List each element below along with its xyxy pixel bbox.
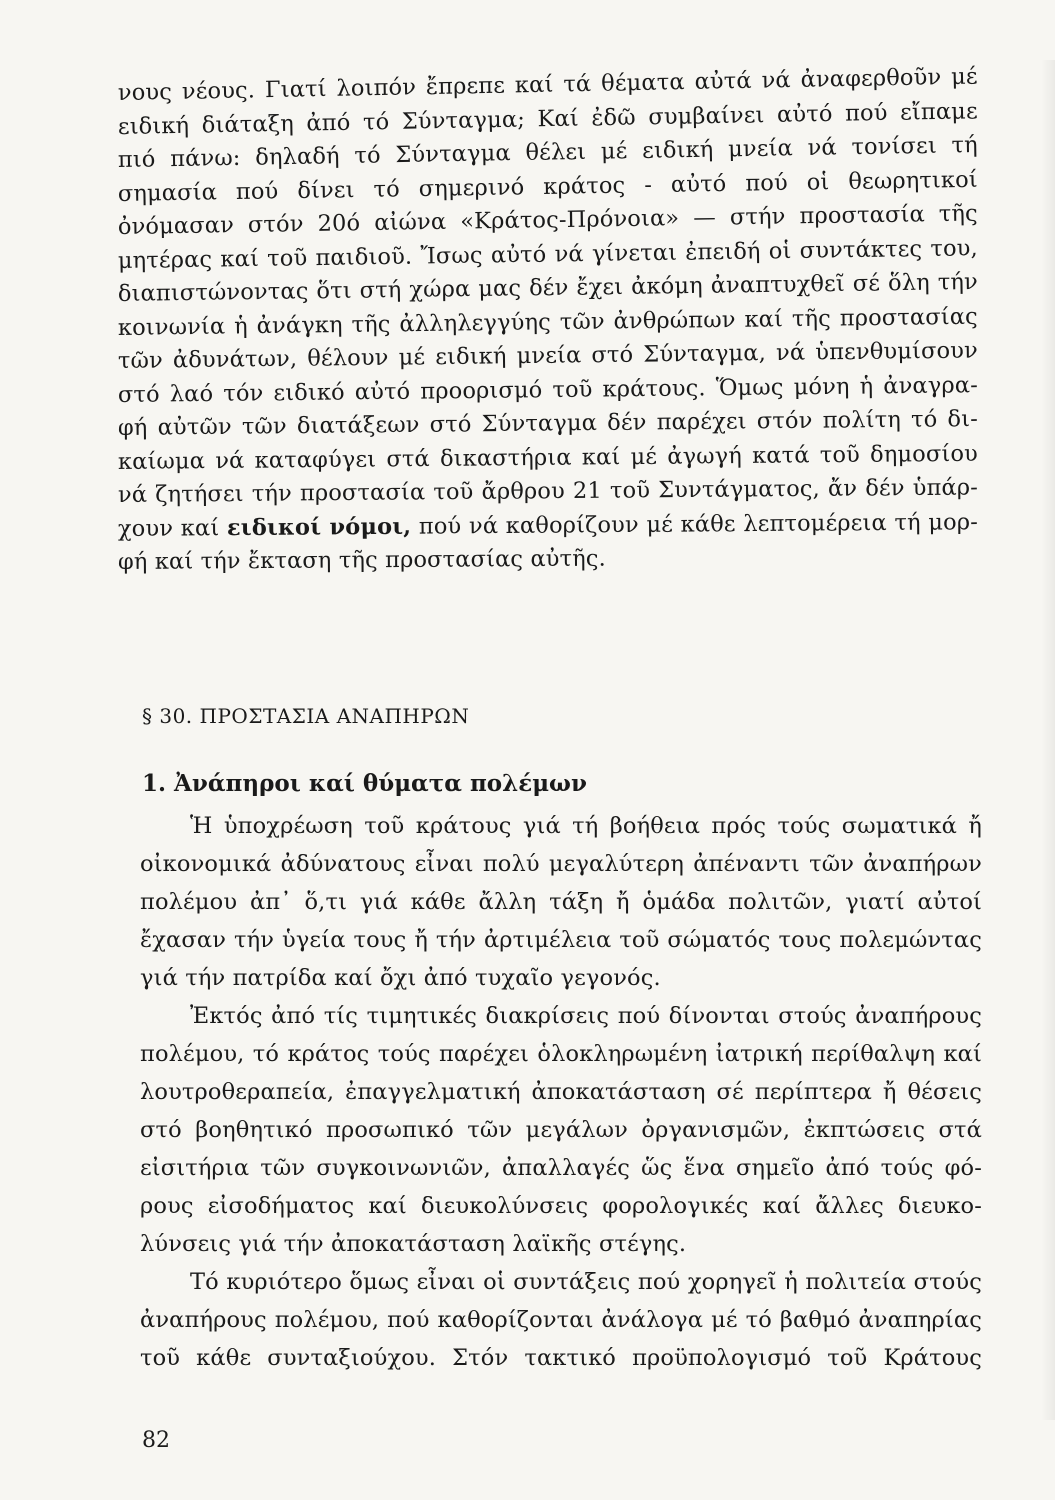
paragraph-first-line: Τό κυριότερο ὅμως εἶναι οἱ συντάξεις πού χορηγεῖ ἡ πολιτεία στούς [190, 1269, 982, 1295]
text-line: τοῦ κάθε συνταξιούχου. Στόν τακτικό προϋπολογισμό τοῦ Κράτους [140, 1345, 982, 1371]
text-line: οἰκονομικά ἀδύνατους εἶναι πολύ μεγαλύτερη ἀπέναντι τῶν ἀναπήρων [140, 851, 982, 877]
text-line: στό λαό τόν ειδικό αὐτό προορισμό τοῦ κράτους. Ὅμως μόνη ἡ ἀναγρα- [117, 371, 979, 408]
text-line: ἔχασαν τήν ὑγεία τους ἤ τήν ἀρτιμέλεια τοῦ σώματός τους πολεμώντας [140, 927, 982, 953]
text-line: λύνσεις γιά τήν ἀποκατάσταση λαϊκῆς στέγης. [140, 1231, 687, 1257]
text-line: ειδική διάταξη ἀπό τό Σύνταγμα; Καί ἐδῶ συμβαίνει αὐτό πού εἴπαμε [117, 97, 978, 140]
text-line: νά ζητήσει τήν προστασία τοῦ ἄρθρου 21 τοῦ Συντάγματος, ἄν δέν ὑπάρ- [117, 474, 979, 508]
text-line: λουτροθεραπεία, ἐπαγγελματική ἀποκατάσταση σέ περίπτερα ἤ θέσεις [140, 1079, 982, 1105]
section-header: § 30. ΠΡΟΣΤΑΣΙΑ ΑΝΑΠΗΡΩΝ [142, 704, 470, 728]
text-line: καίωμα νά καταφύγει στά δικαστήρια καί μέ ἀγωγή κατά τοῦ δημοσίου [117, 440, 979, 475]
text-line: πολέμου, τό κράτος τούς παρέχει ὁλοκληρωμένη ἰατρική περίθαλψη καί [140, 1041, 982, 1067]
text-line: κοινωνία ἡ ἀνάγκη τῆς ἀλληλεγγύης τῶν ἀνθρώπων καί τῆς προστασίας [117, 303, 979, 341]
page-gutter-shadow [1041, 60, 1055, 1420]
top-paragraph [117, 63, 979, 585]
text-line: γιά τήν πατρίδα καί ὄχι ἀπό τυχαῖο γεγονός. [140, 965, 661, 991]
text-fragment: χουν καί [117, 514, 220, 542]
text-line: εἰσιτήρια τῶν συγκοινωνιῶν, ἀπαλλαγές ὥς ἕνα σημεῖο ἀπό τούς φό- [140, 1155, 982, 1181]
text-fragment: πού νά καθορίζουν μέ κάθε λεπτομέρεια τή μορ- [418, 508, 979, 540]
text-line: νους νέους. Γιατί λοιπόν ἔπρεπε καί τά θέματα αὐτά νά ἀναφερθοῦν μέ [117, 63, 978, 106]
text-line: πιό πάνω: δηλαδή τό Σύνταγμα θέλει μέ ειδική μνεία νά τονίσει τή [117, 131, 978, 173]
text-line: μητέρας καί τοῦ παιδιοῦ. Ἴσως αὐτό νά γίνεται ἐπειδή οἱ συντάκτες του, [117, 234, 979, 274]
subsection-title: 1. Ἀνάπηροι καί θύματα πολέμων [142, 770, 587, 797]
text-line: σημασία πού δίνει τό σημερινό κράτος - αὐτό πού οἱ θεωρητικοί [117, 166, 979, 207]
text-line: τῶν ἀδυνάτων, θέλουν μέ ειδική μνεία στό Σύνταγμα, νά ὑπενθυμίσουν [117, 337, 979, 374]
text-line: ρους εἰσοδήματος καί διευκολύνσεις φορολογικές καί ἄλλες διευκο- [140, 1193, 982, 1219]
text-line: ὀνόμασαν στόν 20ό αἰώνα «Κράτος-Πρόνοια» — στήν προστασία τῆς [117, 200, 979, 240]
text-line: στό βοηθητικό προσωπικό τῶν μεγάλων ὀργανισμῶν, ἐκπτώσεις στά [140, 1117, 982, 1143]
page-number: 82 [142, 1428, 170, 1453]
paragraph-first-line: Ἡ ὑποχρέωση τοῦ κράτους γιά τή βοήθεια πρός τούς σωματικά ἤ [190, 813, 982, 839]
text-line: φή αὐτῶν τῶν διατάξεων στό Σύνταγμα δέν παρέχει στόν πολίτη τό δι- [117, 405, 979, 441]
body-paragraphs [140, 815, 982, 1385]
text-line: πολέμου ἀπ᾽ ὅ,τι γιά κάθε ἄλλη τάξη ἤ ὁμάδα πολιτῶν, γιατί αὐτοί [140, 889, 982, 915]
paragraph-first-line: Ἐκτός ἀπό τίς τιμητικές διακρίσεις πού δίνονται στούς ἀναπήρους [190, 1003, 982, 1029]
emphasized-term: ειδικοί νόμοι, [226, 513, 412, 541]
text-line: φή καί τήν ἔκταση τῆς προστασίας αὐτῆς. [117, 545, 606, 575]
text-line: διαπιστώνοντας ὅτι στή χώρα μας δέν ἔχει ἀκόμη ἀναπτυχθεῖ σέ ὅλη τήν [117, 268, 979, 307]
text-line: ἀναπήρους πολέμου, πού καθορίζονται ἀνάλογα μέ τό βαθμό ἀναπηρίας [140, 1307, 982, 1333]
